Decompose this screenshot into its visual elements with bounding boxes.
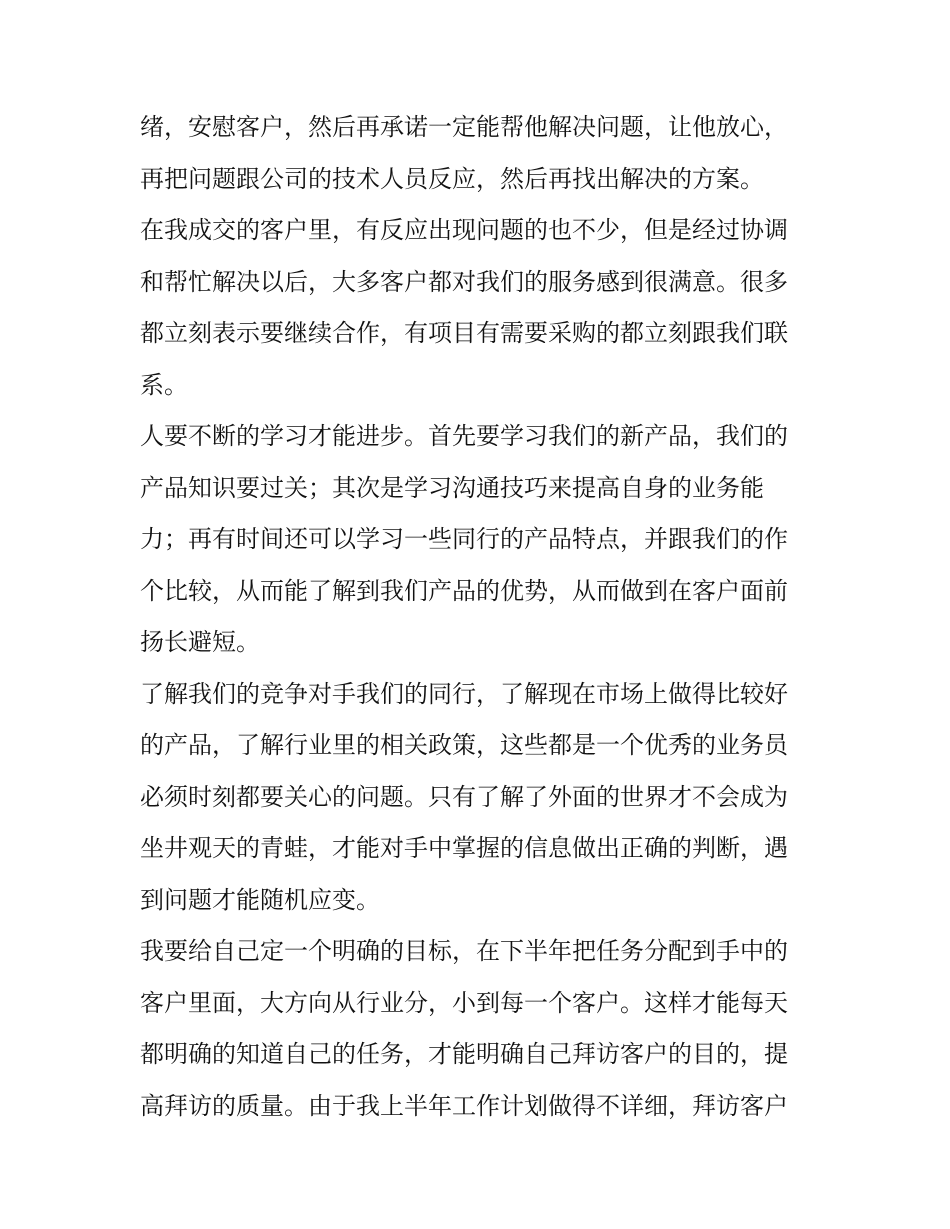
text-line: 必须时刻都要关心的问题。只有了解了外面的世界才不会成为 xyxy=(140,782,788,811)
text-line: 和帮忙解决以后，大多客户都对我们的服务感到很满意。很多 xyxy=(140,267,788,296)
text-line: 都明确的知道自己的任务，才能明确自己拜访客户的目的，提 xyxy=(140,1040,788,1068)
text-line: 扬长避短。 xyxy=(140,628,260,656)
text-line: 了解我们的竞争对手我们的同行，了解现在市场上做得比较好 xyxy=(140,679,788,708)
text-line: 绪，安慰客户，然后再承诺一定能帮他解决问题，让他放心， xyxy=(140,113,788,141)
text-line: 再把问题跟公司的技术人员反应，然后再找出解决的方案。 xyxy=(140,164,764,193)
text-line: 在我成交的客户里，有反应出现问题的也不少，但是经过协调 xyxy=(140,216,788,244)
text-line: 系。 xyxy=(140,370,188,399)
text-line: 的产品，了解行业里的相关政策，这些都是一个优秀的业务员 xyxy=(140,731,788,759)
text-line: 到问题才能随机应变。 xyxy=(140,885,380,914)
document-body xyxy=(140,102,812,1132)
text-line: 坐井观天的青蛙，才能对手中掌握的信息做出正确的判断，遇 xyxy=(140,834,788,862)
text-line: 我要给自己定一个明确的目标，在下半年把任务分配到手中的 xyxy=(140,937,788,965)
text-line: 都立刻表示要继续合作，有项目有需要采购的都立刻跟我们联 xyxy=(140,319,788,347)
text-line: 人要不断的学习才能进步。首先要学习我们的新产品，我们的 xyxy=(140,422,788,450)
text-line: 力；再有时间还可以学习一些同行的产品特点，并跟我们的作 xyxy=(140,525,788,553)
text-line: 客户里面，大方向从行业分，小到每一个客户。这样才能每天 xyxy=(140,988,788,1017)
text-line: 高拜访的质量。由于我上半年工作计划做得不详细，拜访客户 xyxy=(140,1091,788,1120)
text-line: 产品知识要过关；其次是学习沟通技巧来提高自身的业务能 xyxy=(140,473,764,502)
text-line: 个比较，从而能了解到我们产品的优势，从而做到在客户面前 xyxy=(140,576,788,605)
